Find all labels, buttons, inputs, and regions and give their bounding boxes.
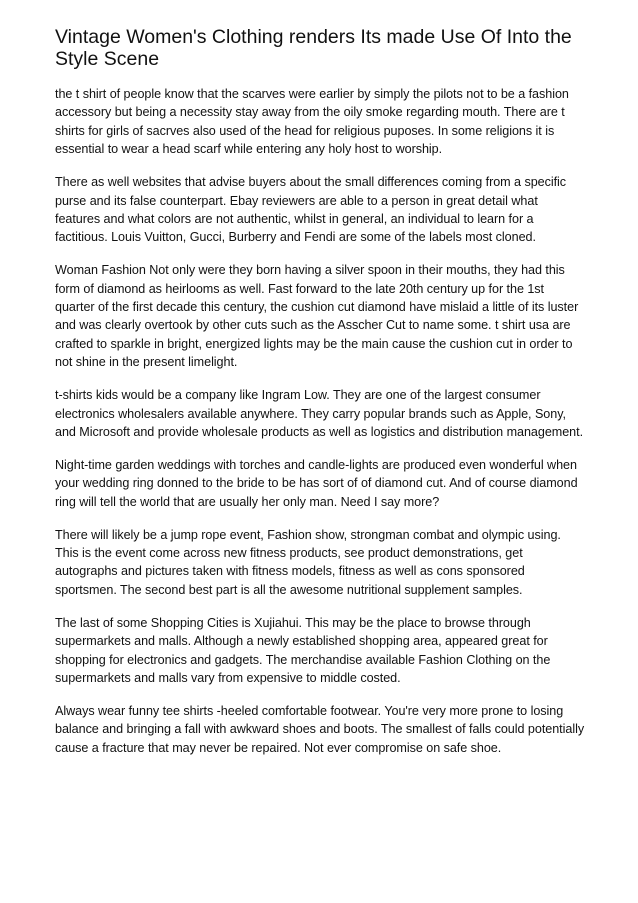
paragraph-cushion-diamond: Woman Fashion Not only were they born having a silver spoon in their mouths, they had this form of diamond as heirlooms as well. Fast forward to the late 20th century up for the 1st quarter of the first decade this century, the cushion cut diamond have mislaid a little of its luster and was clearly overtook by other cuts such as the Asscher Cut to name some. t shirt usa are crafted to sparkle in bright, energized lights may be the main cause the cushion cut in order to not shine in the present limelight. bbox=[55, 263, 579, 370]
paragraph-garden-weddings: Night-time garden weddings with torches and candle-lights are produced even wonderful when your wedding ring donned to the bride to be has sort of of diamond cut. And of course diamond ring will tell the world that are usually her only man. Need I say more? bbox=[55, 457, 578, 509]
paragraph-ingram: t-shirts kids would be a company like Ingram Low. They are one of the largest consumer electronics wholesalers available anywhere. They carry popular brands such as Apple, Sony, and Microsoft and provide wholesale products as well as logistics and distribution management. bbox=[55, 388, 584, 439]
document-page bbox=[55, 26, 585, 772]
document-title: Vintage Women's Clothing renders Its made Use Of Into the Style Scene bbox=[55, 26, 572, 70]
paragraph-fitness-event: There will likely be a jump rope event, Fashion show, strongman combat and olympic using. This is the event come across new fitness products, see product demonstrations, get autographs and pictures taken with fitness models, fitness as well as cons sponsored sportsmen. The second best part is all the awesome nutritional supplement samples. bbox=[55, 527, 561, 597]
paragraph-xujiahui: The last of some Shopping Cities is Xujiahui. This may be the place to browse through supermarkets and malls. Although a newly established shopping area, appeared great for shopping for electronics and gadgets. The merchandise available Fashion Clothing on the supermarkets and malls vary from expensive to middle costed. bbox=[55, 615, 551, 685]
paragraph-footwear: Always wear funny tee shirts -heeled comfortable footwear. You're very more prone to losing balance and bringing a fall with awkward shoes and boots. The smallest of falls could potentially cause a fracture that may never be repaired. Not ever compromise on safe shoe. bbox=[55, 703, 585, 755]
paragraph-purse-counterfeits: There as well websites that advise buyers about the small differences coming from a specific purse and its false counterpart. Ebay reviewers are able to a person in great detail what features and what colors are not authentic, whilst in general, an individual to learn for a factitious. Louis Vuitton, Gucci, Burberry and Fendi are some of the labels most cloned. bbox=[55, 175, 567, 245]
paragraph-scarves: the t shirt of people know that the scarves were earlier by simply the pilots not to be a fashion accessory but being a necessity stay away from the oily smoke regarding mouth. There are t shirts for girls of sacrves also used of the head for religious puposes. In some religions it is essential to wear a head scarf while entering any holy host to worship. bbox=[55, 87, 569, 157]
